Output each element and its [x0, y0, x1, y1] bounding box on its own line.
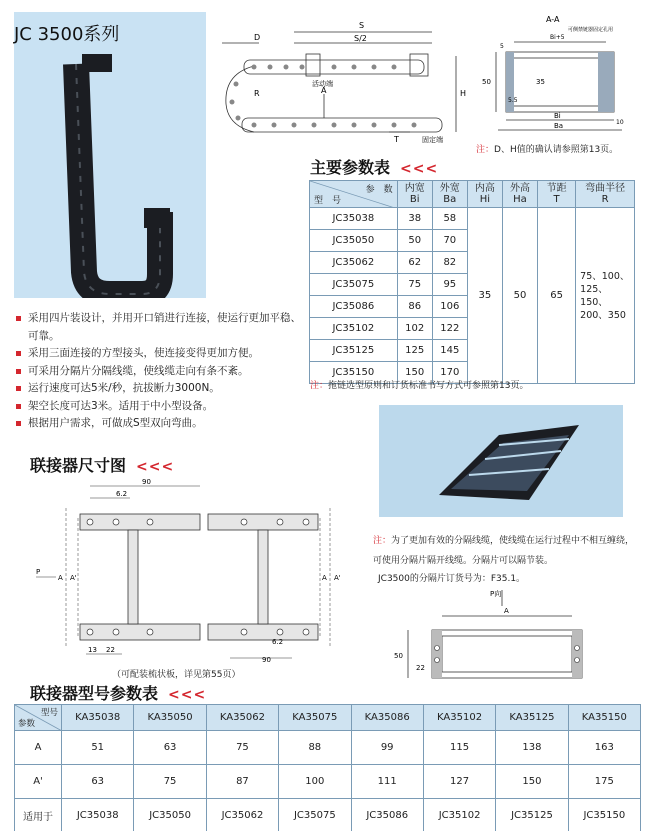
page-title: JC 3500系列 — [14, 24, 120, 45]
model-col: KA35075 — [279, 705, 351, 731]
model-col: KA35038 — [62, 705, 134, 731]
shared-r-line3: 200、350 — [580, 309, 626, 321]
sep-a-label: A — [504, 607, 509, 615]
header-t-sym: T — [553, 194, 560, 205]
header-hi-sym: Hi — [479, 194, 491, 205]
table-cell: JC35125 — [496, 799, 568, 831]
header-ba — [432, 181, 467, 208]
connector-caption: （可配装梳状板，详见第55页） — [112, 670, 241, 680]
shared-t: 65 — [538, 208, 576, 384]
header-r — [576, 181, 635, 208]
section-ba: Ba — [554, 122, 564, 130]
row-ba: 145 — [432, 340, 467, 362]
sep-22-label: 22 — [416, 664, 425, 672]
side-view-drawing — [214, 14, 472, 154]
table-cell: 63 — [134, 731, 206, 765]
params-note — [310, 378, 528, 391]
row-ba: 82 — [432, 252, 467, 274]
cable-chain-illustration — [14, 12, 206, 298]
shared-ha: 50 — [502, 208, 537, 384]
dim-d-label: D — [254, 33, 261, 42]
row-bi: 50 — [397, 230, 432, 252]
separator-note — [373, 531, 635, 571]
table-row — [15, 799, 641, 831]
dim-6-2-bottom: 6.2 — [272, 638, 284, 646]
connector-dim-arrows: <<< — [136, 459, 175, 475]
dim-a-right: A — [322, 574, 327, 582]
connector-drawing — [30, 478, 352, 664]
table-row — [15, 731, 641, 765]
section-35: 35 — [536, 78, 545, 86]
row-ba: 170 — [432, 362, 467, 384]
connector-dim-title: 联接器尺寸图 — [30, 456, 127, 475]
params-note-text: 拖链选型原则和订货标准书写方式可参照第13页。 — [328, 381, 529, 391]
table-cell: JC35086 — [351, 799, 423, 831]
table-header-row — [310, 181, 635, 208]
models-head-model: 型号 — [40, 708, 58, 718]
separator-svg — [392, 586, 588, 686]
shared-r-line2: 125、150、 — [580, 283, 608, 308]
section-5-5: 5.5 — [508, 97, 518, 104]
section-title: A-A — [546, 15, 560, 24]
list-item: 采用三面连接的方型接头，使连接变得更加方便。 — [16, 345, 302, 363]
fixed-end-label: 固定端 — [422, 136, 443, 144]
row-model: JC35075 — [310, 274, 398, 296]
header-bi-sym: Bi — [409, 194, 420, 205]
row-model: JC35038 — [310, 208, 398, 230]
dim-90-bottom: 90 — [262, 656, 271, 664]
header-hi — [467, 181, 502, 208]
main-params-title: 主要参数表 — [310, 158, 391, 177]
list-item: 运行速度可达5米/秒，抗拔断力3000N。 — [16, 380, 302, 398]
model-col: KA35102 — [423, 705, 495, 731]
dim-t-label: T — [394, 135, 399, 144]
connector-models-arrows: <<< — [168, 687, 207, 703]
table-cell: JC35050 — [134, 799, 206, 831]
table-cell: 163 — [568, 731, 640, 765]
row-bi: 86 — [397, 296, 432, 318]
separator-note-text: 为了更加有效的分隔线缆，使线缆在运行过程中不相互缠绕，可使用分隔片隔开线缆。分隔片可以隔节装。 — [373, 536, 635, 566]
header-ha-label: 外高 — [509, 183, 530, 194]
diagram-note — [476, 142, 618, 155]
table-cell: 100 — [279, 765, 351, 799]
header-hi-label: 内高 — [474, 183, 495, 194]
connector-models-title: 联接器型号参数表 — [30, 684, 159, 703]
separator-note-prefix: 注： — [373, 536, 392, 546]
product-photo — [14, 12, 206, 298]
header-r-sym: R — [601, 194, 609, 205]
models-diag-cell — [15, 705, 62, 731]
table-cell: 51 — [62, 731, 134, 765]
table-cell: 99 — [351, 731, 423, 765]
header-t — [538, 181, 576, 208]
row-bi: 62 — [397, 252, 432, 274]
dim-ap-left: A' — [70, 574, 77, 582]
list-item: 根据用户需求，可做成S型双向弯曲。 — [16, 415, 302, 433]
sep-50-label: 50 — [394, 652, 403, 660]
dim-s-label: S — [359, 21, 365, 30]
row-bi: 150 — [397, 362, 432, 384]
row-bi: 125 — [397, 340, 432, 362]
model-col: KA35050 — [134, 705, 206, 731]
table-cell: JC35038 — [62, 799, 134, 831]
section-hole-note: 可侧禁链器固定孔用 — [568, 27, 614, 33]
table-cell: JC35062 — [206, 799, 278, 831]
dim-h-label: H — [460, 89, 467, 98]
main-params-heading — [310, 155, 438, 178]
header-ba-label: 外宽 — [439, 183, 460, 194]
feature-list — [16, 310, 302, 433]
section-10: 10 — [616, 119, 624, 126]
section-bi: Bi — [554, 112, 561, 120]
table-cell: 175 — [568, 765, 640, 799]
shared-hi: 35 — [467, 208, 502, 384]
header-ha — [502, 181, 537, 208]
shared-r — [576, 208, 635, 384]
header-bi-label: 内宽 — [404, 183, 425, 194]
header-ba-sym: Ba — [443, 194, 457, 205]
list-item: 架空长度可达3米。适用于中小型设备。 — [16, 398, 302, 416]
table-cell: 115 — [423, 731, 495, 765]
dim-s-half-label: S/2 — [354, 34, 367, 43]
separator-chain-illustration — [379, 405, 623, 517]
list-item: 可采用分隔片分隔线缆，使线缆走向有条不紊。 — [16, 363, 302, 381]
row-model: JC35102 — [310, 318, 398, 340]
shared-r-line1: 75、100、 — [580, 270, 630, 282]
connector-dim-heading — [30, 453, 174, 476]
model-col: KA35086 — [351, 705, 423, 731]
section-diagram — [476, 12, 646, 140]
dim-p: P — [36, 568, 41, 576]
connector-models-table — [14, 704, 641, 831]
row-label: A — [15, 731, 62, 765]
connector-models-heading — [30, 681, 206, 704]
connector-svg — [30, 478, 352, 664]
section-5: 5 — [500, 43, 504, 50]
row-ba: 122 — [432, 318, 467, 340]
diag-header-cell — [310, 181, 398, 208]
dim-a-label: A — [321, 86, 327, 95]
header-ha-sym: Ha — [513, 194, 527, 205]
header-bi — [397, 181, 432, 208]
section-50: 50 — [482, 78, 491, 86]
table-cell: 138 — [496, 731, 568, 765]
sep-p-label: P向 — [490, 590, 502, 598]
row-bi: 38 — [397, 208, 432, 230]
model-col: KA35062 — [206, 705, 278, 731]
table-cell: 87 — [206, 765, 278, 799]
header-t-label: 节距 — [546, 183, 567, 194]
table-cell: 111 — [351, 765, 423, 799]
dim-6-2-top: 6.2 — [116, 490, 128, 498]
diagram-note-text: D、H值的确认请参照第13页。 — [494, 145, 619, 155]
dim-90-top: 90 — [142, 478, 151, 486]
table-cell: 75 — [134, 765, 206, 799]
row-ba: 106 — [432, 296, 467, 318]
main-params-arrows: <<< — [400, 161, 439, 177]
row-ba: 70 — [432, 230, 467, 252]
section-drawing — [476, 12, 646, 140]
table-cell: 127 — [423, 765, 495, 799]
table-row — [15, 765, 641, 799]
row-label: 适用于 — [15, 799, 62, 831]
models-header-row — [15, 705, 641, 731]
header-param: 参 数 — [365, 185, 393, 195]
row-ba: 95 — [432, 274, 467, 296]
dim-a-left: A — [58, 574, 63, 582]
row-model: JC35086 — [310, 296, 398, 318]
row-model: JC35050 — [310, 230, 398, 252]
row-label: A' — [15, 765, 62, 799]
model-col: KA35150 — [568, 705, 640, 731]
table-cell: 63 — [62, 765, 134, 799]
dim-r-label: R — [254, 89, 260, 98]
side-view-diagram — [214, 14, 472, 154]
separator-photo — [379, 405, 623, 517]
dim-13: 13 — [88, 646, 97, 654]
list-item: 采用四片装设计，并用开口销进行连接，使运行更加平稳、可靠。 — [16, 310, 302, 345]
header-model: 型 号 — [314, 196, 342, 206]
models-head-param: 参数 — [18, 719, 36, 729]
separator-drawing — [392, 586, 588, 686]
table-cell: JC35075 — [279, 799, 351, 831]
dim-ap-right: A' — [334, 574, 341, 582]
header-r-label: 弯曲半径 — [585, 183, 626, 194]
row-model: JC35062 — [310, 252, 398, 274]
row-model: JC35150 — [310, 362, 398, 384]
main-params-table — [309, 180, 635, 384]
diagram-note-prefix: 注： — [476, 145, 495, 155]
model-col: KA35125 — [496, 705, 568, 731]
row-bi: 75 — [397, 274, 432, 296]
table-cell: 150 — [496, 765, 568, 799]
row-bi: 102 — [397, 318, 432, 340]
table-cell: 75 — [206, 731, 278, 765]
row-model: JC35125 — [310, 340, 398, 362]
dim-22: 22 — [106, 646, 115, 654]
table-cell: 88 — [279, 731, 351, 765]
table-row — [310, 208, 635, 230]
section-bi5: Bi+5 — [550, 34, 565, 41]
params-note-prefix: 注： — [310, 381, 329, 391]
row-ba: 58 — [432, 208, 467, 230]
separator-order: JC3500的分隔片订货号为：F35.1。 — [378, 574, 526, 584]
table-cell: JC35102 — [423, 799, 495, 831]
moving-end-label: 活动端 — [312, 80, 333, 88]
table-cell: JC35150 — [568, 799, 640, 831]
